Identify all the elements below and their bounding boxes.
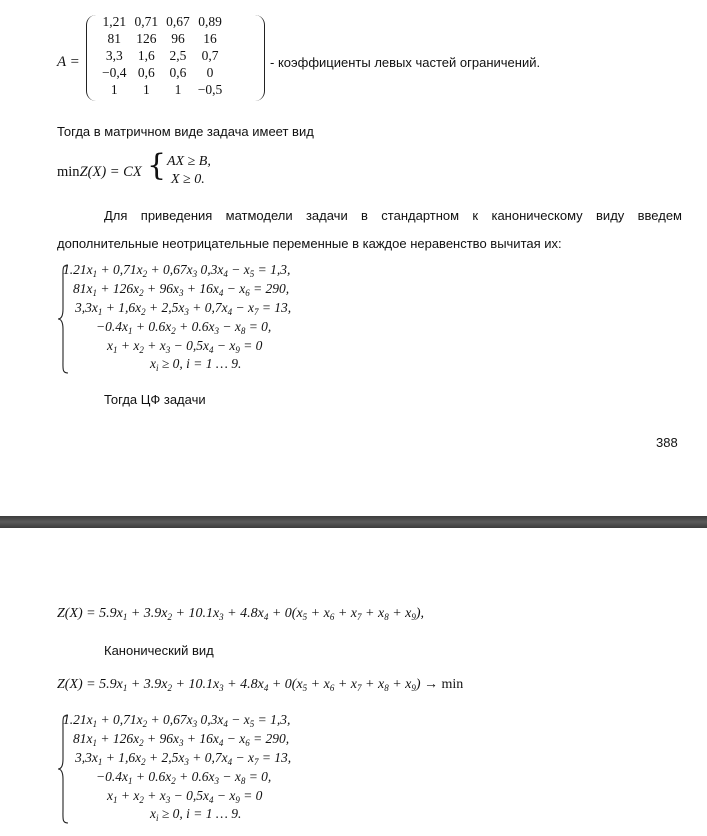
conditions-brace: { [147, 148, 167, 183]
system-brace [57, 714, 69, 824]
compact-objective-expr: Z(X) = CX [79, 164, 142, 180]
matrix-cell: 1,6 [137, 47, 155, 63]
system-2-line-1: $1.21x_1 + 0,71x_2 + 0,67x_3$ $0,3x_4 - x_5 = 1,3$, [63, 712, 291, 729]
matrix-cell: 126 [136, 30, 157, 46]
matrix-right-paren [255, 15, 265, 101]
matrix-cell: 1,21 [102, 13, 127, 29]
system-1-line-4: $-0.4x_1 + 0.6x_2 + 0.6x_3 - x_8 = 0$, [96, 319, 272, 336]
system-1-line-2: $81x_1 + 126x_2 + 96x_3 + 16x_4 - x_6 = 290$, [73, 281, 290, 298]
canonical-label: Канонический вид [104, 643, 214, 658]
matrix-left-paren [86, 15, 96, 101]
objective-function: $Z(X) = 5.9x_1 + 3.9x_2 + 10.1x_3 + 4.8x_4 + 0(x_5 + x_6 + x_7 + x_8 + x_9)$, [57, 606, 425, 622]
matrix-cell: 2,5 [169, 47, 187, 63]
matrix-cell: −0,4 [102, 65, 127, 81]
condition-x-geq-0: X ≥ 0. [171, 172, 205, 187]
matrix-cell: 1 [174, 82, 182, 98]
matrix-cell: 0 [206, 65, 214, 81]
matrix-row [98, 13, 226, 30]
matrix-label: A = [57, 54, 80, 70]
matrix-cell: 1 [142, 82, 150, 98]
matrix-row [98, 82, 226, 99]
matrix-cell: 81 [107, 30, 121, 46]
page-separator [0, 516, 707, 528]
system-1-line-6: $x_i \ge 0$, i = 1 … 9. [150, 356, 242, 373]
system-brace [57, 264, 69, 374]
paragraph-line-2: дополнительные неотрицательные переменные в каждое неравенство вычитая их: [57, 236, 562, 251]
matrix-cell: 0,6 [169, 65, 187, 81]
matrix-row [98, 65, 226, 82]
matrix-form-intro: Тогда в матричном виде задача имеет вид [57, 124, 314, 139]
matrix-cell: 0,89 [198, 13, 222, 29]
matrix-cell: 0,71 [134, 13, 159, 29]
matrix-description: - коэффициенты левых частей ограничений. [270, 55, 541, 70]
matrix-cell: −0,5 [197, 82, 223, 98]
system-1-line-1: $1.21x_1 + 0,71x_2 + 0,67x_3$ $0,3x_4 - x_5 = 1,3$, [63, 262, 291, 279]
matrix-cell: 96 [171, 30, 185, 46]
page-number: 388 [656, 435, 678, 450]
system-2-line-6: $x_i \ge 0$, i = 1 … 9. [150, 806, 242, 823]
condition-ax-geq-b: AX ≥ B, [167, 154, 211, 169]
matrix-cell: 0,6 [137, 65, 155, 81]
system-1-line-5: $x_1 + x_2 + x_3 - 0,5x_4 - x_9 = 0$ [107, 338, 263, 355]
matrix-cell: 3,3 [105, 47, 123, 63]
system-2-line-4: $-0.4x_1 + 0.6x_2 + 0.6x_3 - x_8 = 0$, [96, 769, 272, 786]
system-2-line-5: $x_1 + x_2 + x_3 - 0,5x_4 - x_9 = 0$ [107, 788, 263, 805]
system-2-line-3: $3,3x_1 + 1,6x_2 + 2,5x_3 + 0,7x_4 - x_7 = 13$, [75, 750, 292, 767]
matrix-cell: 0,67 [166, 13, 190, 29]
matrix-cell: 16 [203, 30, 217, 46]
matrix-cell: 0,7 [201, 47, 219, 63]
paragraph-line-1: Для приведения матмодели задачи в стандартном к каноническому виду введем [104, 208, 682, 223]
matrix-cell: 1 [110, 82, 118, 98]
compact-objective: minZ(X) = CX [57, 164, 142, 180]
system-2-line-2: $81x_1 + 126x_2 + 96x_3 + 16x_4 - x_6 = 290$, [73, 731, 290, 748]
coefficient-matrix [98, 13, 226, 99]
matrix-row [98, 47, 226, 64]
canonical-objective: $Z(X) = 5.9x_1 + 3.9x_2 + 10.1x_3 + 4.8x_4 + 0(x_5 + x_6 + x_7 + x_8 + x_9) \to \min$ [57, 677, 464, 693]
system-1-line-3: $3,3x_1 + 1,6x_2 + 2,5x_3 + 0,7x_4 - x_7 = 13$, [75, 300, 292, 317]
objective-intro: Тогда ЦФ задачи [104, 392, 206, 407]
matrix-row [98, 30, 226, 47]
